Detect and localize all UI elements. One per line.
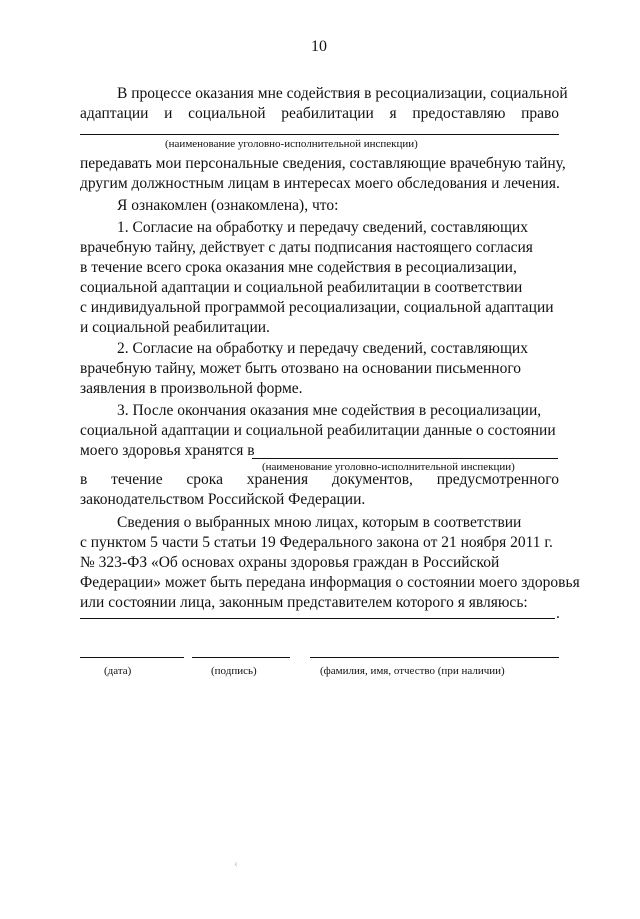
persons-line-1: Сведения о выбранных мною лицах, которым в соответствии [117, 514, 522, 531]
persons-fill-line [80, 618, 555, 619]
full-name-line [310, 657, 559, 658]
persons-line-4: Федерации» может быть передана информация о состоянии моего здоровья [80, 574, 580, 591]
item2-line-1: 2. Согласие на обработку и передачу сведений, составляющих [117, 340, 528, 357]
inspection-caption-1: (наименование уголовно-исполнительной инспекции) [165, 138, 418, 150]
intro-word: и [164, 105, 173, 122]
inspection-name-line-2 [252, 458, 558, 459]
item3-word: предусмотренного [436, 471, 559, 488]
item1-line-2: врачебную тайну, действует с даты подписания настоящего согласия [80, 239, 533, 256]
persons-line-5: или состоянии лица, законным представителем которого я являюсь: [80, 594, 528, 611]
intro-line-2 [80, 104, 559, 124]
item3-word: хранения [246, 471, 309, 488]
item1-line-5: с индивидуальной программой ресоциализации, социальной адаптации [80, 299, 554, 316]
inspection-caption-2: (наименование уголовно-исполнительной инспекции) [262, 461, 515, 473]
date-caption: (дата) [104, 665, 132, 677]
item2-line-3: заявления в произвольной форме. [80, 380, 303, 397]
item1-line-6: и социальной реабилитации. [80, 319, 270, 336]
transfer-line-2: другим должностным лицам в интересах моего обследования и лечения. [80, 175, 560, 192]
signature-line [192, 657, 290, 658]
item3-word: документов, [331, 471, 413, 488]
intro-word: я [389, 105, 397, 122]
intro-word: предоставляю [412, 105, 506, 122]
item2-line-2: врачебную тайну, может быть отозвано на основании письменного [80, 360, 522, 377]
item3-line-3: моего здоровья хранятся в [80, 442, 255, 459]
full-name-caption: (фамилия, имя, отчество (при наличии) [320, 665, 505, 677]
intro-word: право [521, 105, 559, 122]
item3-word: в [80, 471, 88, 488]
acknowledged-line: Я ознакомлен (ознакомлена), что: [117, 197, 339, 214]
item1-line-3: в течение всего срока оказания мне содействия в ресоциализации, [80, 259, 517, 276]
signature-caption: (подпись) [211, 665, 257, 677]
persons-end-mark: . [556, 605, 560, 622]
persons-line-2: с пунктом 5 части 5 статьи 19 Федерального закона от 21 ноября 2011 г. [80, 534, 553, 551]
transfer-line-1: передавать мои персональные сведения, составляющие врачебную тайну, [80, 155, 566, 172]
item3-word: срока [186, 471, 223, 488]
inspection-name-line-1 [80, 134, 559, 135]
item1-line-4: социальной адаптации и социальной реабилитации в соответствии [80, 279, 523, 296]
date-line [80, 657, 184, 658]
item3-line-5: законодательством Российской Федерации. [80, 491, 366, 508]
scan-mark: ‹ [234, 856, 238, 870]
intro-word: социальной [188, 105, 266, 122]
intro-word: адаптации [80, 105, 149, 122]
page-number: 10 [311, 38, 327, 55]
item3-line-4 [80, 470, 559, 490]
intro-line-1: В процессе оказания мне содействия в ресоциализации, социальной [117, 85, 568, 102]
persons-line-3: № 323-ФЗ «Об основах охраны здоровья граждан в Российской [80, 554, 500, 571]
item3-line-1: 3. После окончания оказания мне содействия в ресоциализации, [117, 402, 542, 419]
intro-word: реабилитации [281, 105, 374, 122]
item3-line-2: социальной адаптации и социальной реабилитации данные о состоянии [80, 422, 556, 439]
item3-word: течение [111, 471, 163, 488]
item1-line-1: 1. Согласие на обработку и передачу сведений, составляющих [117, 219, 528, 236]
